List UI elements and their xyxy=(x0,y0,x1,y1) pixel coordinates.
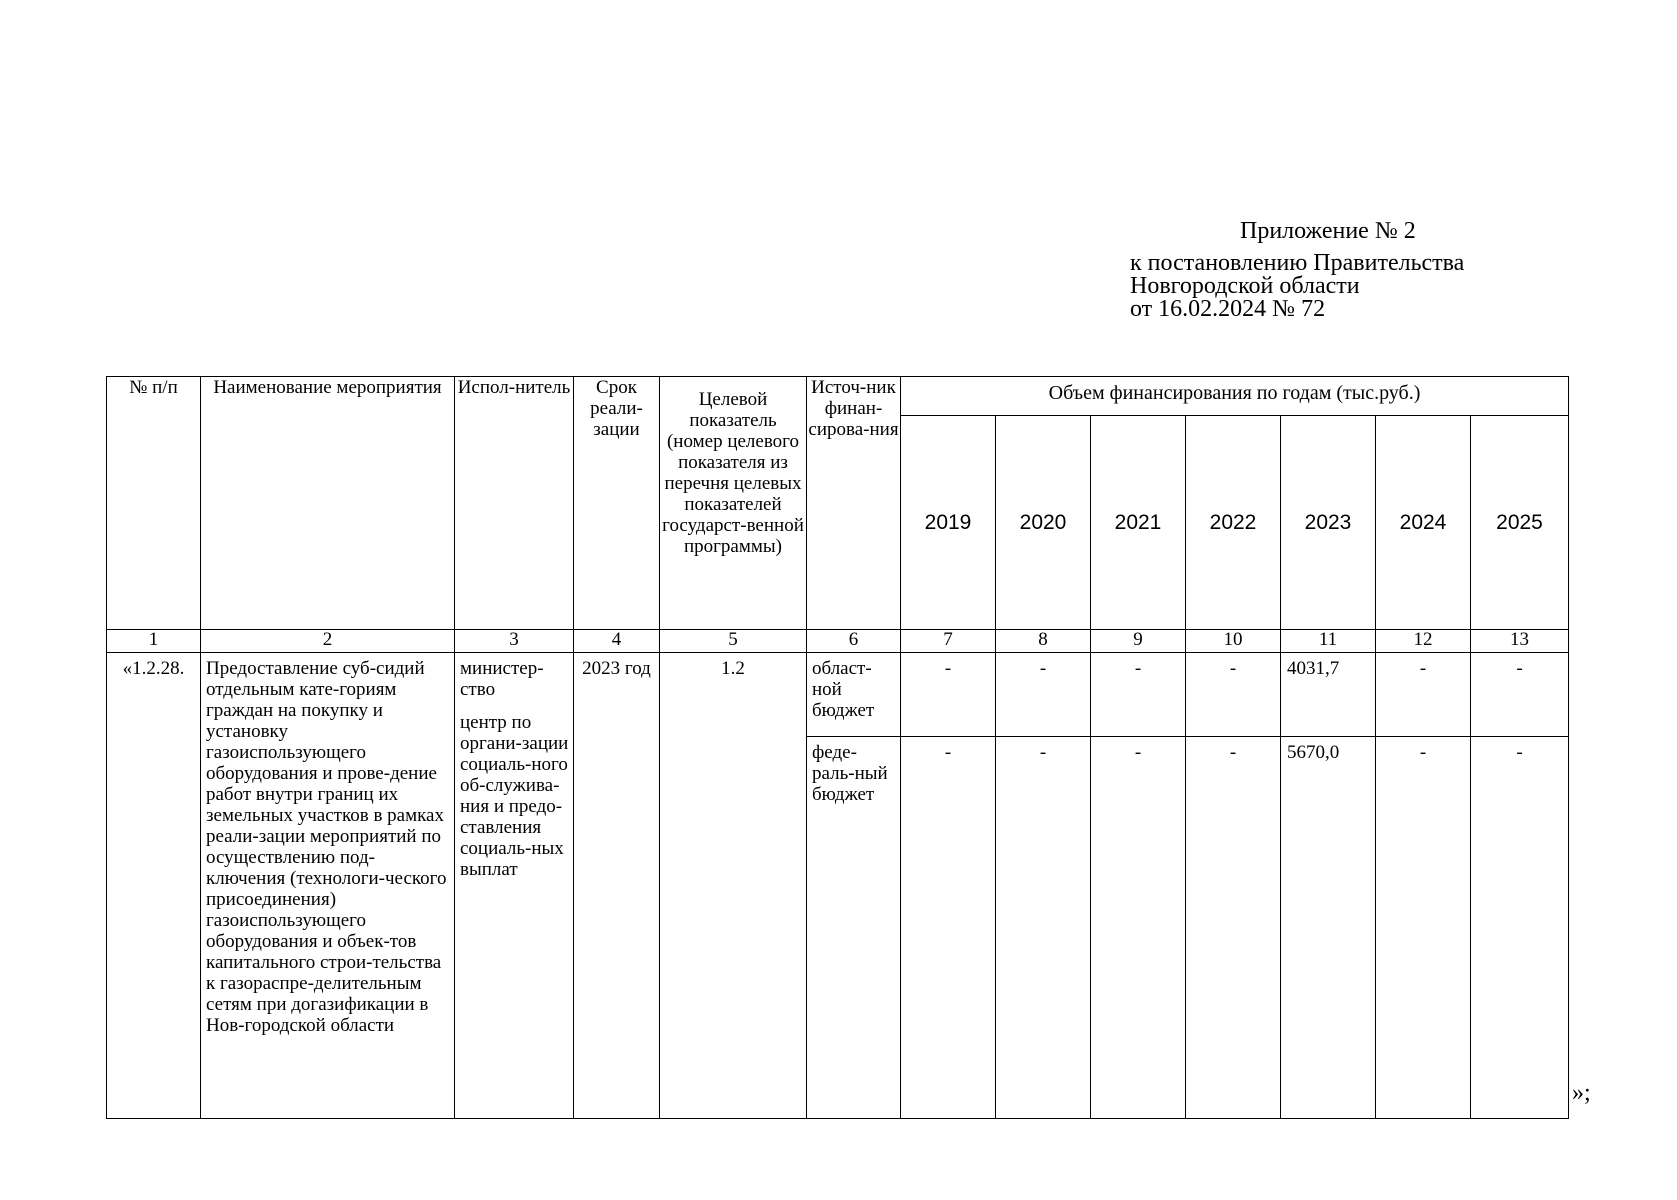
value-cell: - xyxy=(1091,653,1186,737)
value-cell: - xyxy=(1471,737,1569,1119)
source-federal: феде-раль-ный бюджет xyxy=(807,737,901,1119)
column-number: 3 xyxy=(455,630,574,653)
row-term: 2023 год xyxy=(574,653,660,1119)
column-number: 2 xyxy=(201,630,455,653)
column-number: 5 xyxy=(660,630,807,653)
closing-quote: »; xyxy=(1572,1080,1591,1106)
value-cell: - xyxy=(1471,653,1569,737)
header-year-2025: 2025 xyxy=(1471,416,1569,630)
header-term: Срок реали-зации xyxy=(574,377,660,630)
header-year-2021: 2021 xyxy=(1091,416,1186,630)
header-year-2024: 2024 xyxy=(1376,416,1471,630)
value-cell: - xyxy=(1091,737,1186,1119)
value-cell: - xyxy=(1376,737,1471,1119)
value-cell: - xyxy=(1376,653,1471,737)
column-number: 9 xyxy=(1091,630,1186,653)
value-cell: 5670,0 xyxy=(1281,737,1376,1119)
appendix-line-1: к постановлению Правительства xyxy=(1130,250,1465,276)
appendix-header xyxy=(1130,220,1490,321)
executor-center: центр по органи-зации социаль-ного об-служива-ния и предо-ставления социаль-ных выплат xyxy=(460,712,569,880)
value-cell: - xyxy=(1186,737,1281,1119)
header-year-2019: 2019 xyxy=(901,416,996,630)
value-cell: - xyxy=(996,737,1091,1119)
header-year-2020: 2020 xyxy=(996,416,1091,630)
row-name: Предоставление суб-сидий отдельным кате-гориям граждан на покупку и установку газоиспользующего оборудования и прове-дение работ внутри границ их земельных участков в рамках реали-зации мероприятий по осуществлению под-ключения (технологи-ческого присоединения) газоиспользующего оборудования и объек-тов капитального строи-тельства к газораспре-делительным сетям при догазификации в Нов-городской области xyxy=(201,653,455,1119)
column-number: 13 xyxy=(1471,630,1569,653)
value-cell: 4031,7 xyxy=(1281,653,1376,737)
header-target: Целевой показатель (номер целевого показателя из перечня целевых показателей государст-венной программы) xyxy=(660,377,807,630)
source-regional: област-ной бюджет xyxy=(807,653,901,737)
row-number: «1.2.28. xyxy=(107,653,201,1119)
column-numbers-row xyxy=(107,630,1569,653)
header-source: Источ-ник финан-сирова-ния xyxy=(807,377,901,630)
header-executor: Испол-нитель xyxy=(455,377,574,630)
column-number: 11 xyxy=(1281,630,1376,653)
value-cell: - xyxy=(901,737,996,1119)
column-number: 10 xyxy=(1186,630,1281,653)
row-executor xyxy=(455,653,574,1119)
header-funding: Объем финансирования по годам (тыс.руб.) xyxy=(901,377,1569,416)
header-year-2022: 2022 xyxy=(1186,416,1281,630)
header-name: Наименование мероприятия xyxy=(201,377,455,630)
column-number: 12 xyxy=(1376,630,1471,653)
value-cell: - xyxy=(901,653,996,737)
column-number: 4 xyxy=(574,630,660,653)
column-number: 8 xyxy=(996,630,1091,653)
row-target: 1.2 xyxy=(660,653,807,1119)
column-number: 6 xyxy=(807,630,901,653)
column-number: 7 xyxy=(901,630,996,653)
appendix-title: Приложение № 2 xyxy=(1240,218,1416,244)
value-cell: - xyxy=(996,653,1091,737)
header-year-2023: 2023 xyxy=(1281,416,1376,630)
appendix-line-2: Новгородской области xyxy=(1130,273,1360,299)
column-number: 1 xyxy=(107,630,201,653)
funding-table xyxy=(106,376,1569,1119)
value-cell: - xyxy=(1186,653,1281,737)
header-num: № п/п xyxy=(107,377,201,630)
table-row xyxy=(107,653,1569,737)
appendix-line-3: от 16.02.2024 № 72 xyxy=(1130,296,1326,322)
executor-ministry: министер-ство xyxy=(460,658,544,700)
